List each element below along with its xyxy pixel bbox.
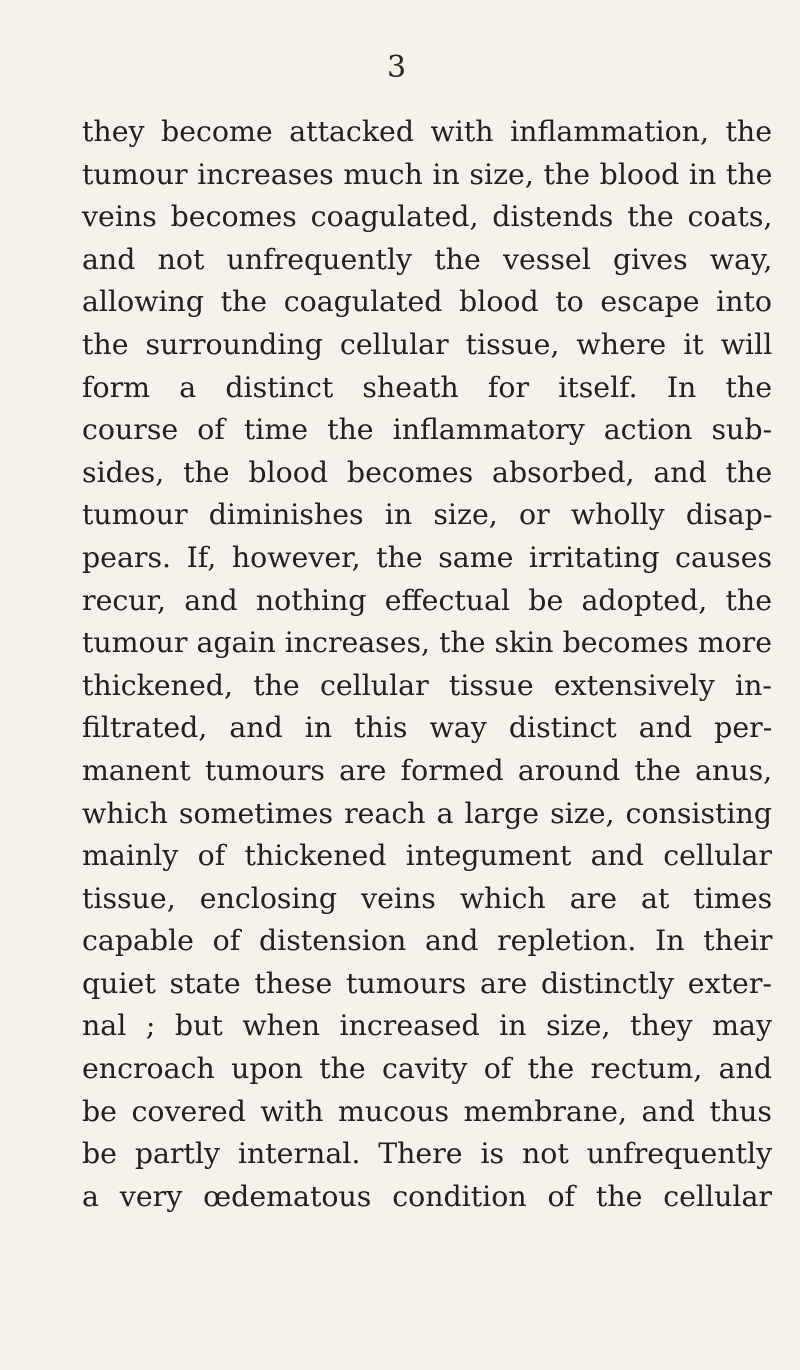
text-line: nal ; but when increased in size, they may <box>82 1009 772 1043</box>
text-line: quiet state these tumours are distinctly exter- <box>82 966 772 1000</box>
text-line: which sometimes reach a large size, consisting <box>82 796 773 830</box>
text-line: tumour diminishes in size, or wholly disap- <box>82 498 773 532</box>
text-line: they become attacked with inflammation, the <box>82 115 772 148</box>
text-line: capable of distension and repletion. In their <box>82 924 773 958</box>
text-line: encroach upon the cavity of the rectum, and <box>82 1052 773 1086</box>
text-line: filtrated, and in this way distinct and per- <box>82 711 773 745</box>
text-line: thickened, the cellular tissue extensively in- <box>82 668 772 702</box>
text-line: allowing the coagulated blood to escape into <box>82 285 772 319</box>
text-line: be partly internal. There is not unfrequently <box>82 1137 773 1171</box>
page-number: 3 <box>387 50 407 85</box>
text-line: manent tumours are formed around the anus, <box>82 753 773 787</box>
text-line: recur, and nothing effectual be adopted, the <box>82 583 772 617</box>
text-line: the surrounding cellular tissue, where it will <box>82 327 773 361</box>
text-line: be covered with mucous membrane, and thus <box>82 1094 772 1128</box>
body-text <box>82 111 772 1218</box>
text-line: and not unfrequently the vessel gives way, <box>82 242 773 276</box>
text-line: pears. If, however, the same irritating causes <box>82 540 773 574</box>
text-line: sides, the blood becomes absorbed, and the <box>82 455 773 489</box>
text-line: veins becomes coagulated, distends the coats, <box>82 200 773 234</box>
text-line: a very œdematous condition of the cellular <box>82 1179 772 1213</box>
text-line: form a distinct sheath for itself. In the <box>82 370 773 404</box>
text-line: tumour increases much in size, the blood in the <box>82 157 773 191</box>
text-line: course of time the inflammatory action sub- <box>82 413 773 447</box>
text-line: tumour again increases, the skin becomes more <box>82 626 772 660</box>
text-line: tissue, enclosing veins which are at times <box>82 881 773 915</box>
text-line: mainly of thickened integument and cellular <box>82 839 772 873</box>
